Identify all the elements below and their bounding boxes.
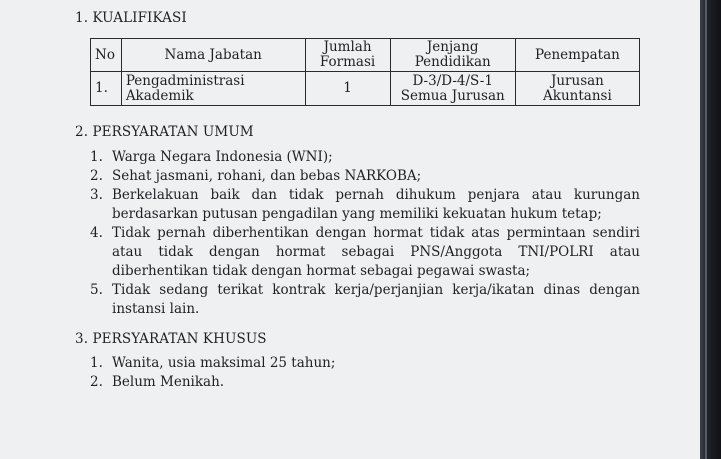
page-edge-shadow xyxy=(700,0,721,459)
list-item-number: 1. xyxy=(90,149,103,165)
cell-nama-line1: Pengadministrasi xyxy=(125,72,245,89)
header-nama-jabatan: Nama Jabatan xyxy=(121,39,305,72)
kualifikasi-table xyxy=(90,38,640,106)
cell-nama-jabatan xyxy=(121,72,305,106)
cell-jenjang-line2: Semua Jurusan xyxy=(400,87,505,104)
section-title-kualifikasi: 1. KUALIFIKASI xyxy=(75,10,187,26)
cell-jenjang-pendidikan xyxy=(390,72,515,106)
header-no: No xyxy=(91,39,122,72)
list-item-number: 1. xyxy=(90,355,103,371)
list-item-text: Warga Negara Indonesia (WNI); xyxy=(112,149,333,165)
list-item xyxy=(90,148,640,167)
header-jenjang-line1: Jenjang xyxy=(426,39,479,55)
header-jenjang-line2: Pendidikan xyxy=(414,54,491,70)
section-title-persyaratan-umum: 2. PERSYARATAN UMUM xyxy=(75,124,254,140)
list-item-number: 2. xyxy=(90,374,103,390)
header-penempatan: Penempatan xyxy=(515,39,639,72)
list-item-text: Tidak sedang terikat kontrak kerja/perjanjian kerja/ikatan dinas dengan instansi lain. xyxy=(112,282,640,317)
cell-nama-line2: Akademik xyxy=(125,87,194,104)
table-row xyxy=(91,72,640,106)
table-header-row xyxy=(91,39,640,72)
list-item-number: 3. xyxy=(90,187,103,203)
cell-penempatan-line1: Jurusan xyxy=(550,72,604,89)
list-item-number: 5. xyxy=(90,282,103,298)
cell-jumlah-formasi: 1 xyxy=(305,72,390,106)
list-item xyxy=(90,373,640,392)
header-jumlah-line2: Formasi xyxy=(319,54,376,70)
list-item xyxy=(90,224,640,281)
list-item-text: Belum Menikah. xyxy=(112,374,225,390)
list-item-number: 4. xyxy=(90,225,103,241)
header-jenjang-pendidikan xyxy=(390,39,515,72)
cell-no: 1. xyxy=(91,72,122,106)
list-item-text: Sehat jasmani, rohani, dan bebas NARKOBA; xyxy=(112,168,422,184)
header-jumlah-line1: Jumlah xyxy=(323,39,372,55)
header-jumlah-formasi xyxy=(305,39,390,72)
persyaratan-khusus-list xyxy=(90,354,640,392)
list-item-number: 2. xyxy=(90,168,103,184)
section-title-persyaratan-khusus: 3. PERSYARATAN KHUSUS xyxy=(75,331,267,347)
list-item xyxy=(90,186,640,224)
list-item xyxy=(90,167,640,186)
cell-penempatan-line2: Akuntansi xyxy=(543,87,612,104)
cell-penempatan xyxy=(515,72,639,106)
cell-jenjang-line1: D-3/D-4/S-1 xyxy=(412,72,493,89)
list-item xyxy=(90,354,640,373)
persyaratan-umum-list xyxy=(90,148,640,319)
list-item xyxy=(90,281,640,319)
list-item-text: Wanita, usia maksimal 25 tahun; xyxy=(112,355,336,371)
list-item-text: Berkelakuan baik dan tidak pernah dihukum penjara atau kurungan berdasarkan putusan pengadilan yang memiliki kekuatan hukum tetap; xyxy=(112,187,640,222)
list-item-text: Tidak pernah diberhentikan dengan hormat tidak atas permintaan sendiri atau tidak dengan hormat sebagai PNS/Anggota TNI/POLRI atau diberhentikan tidak dengan hormat sebagai pegawai swasta; xyxy=(112,225,640,279)
